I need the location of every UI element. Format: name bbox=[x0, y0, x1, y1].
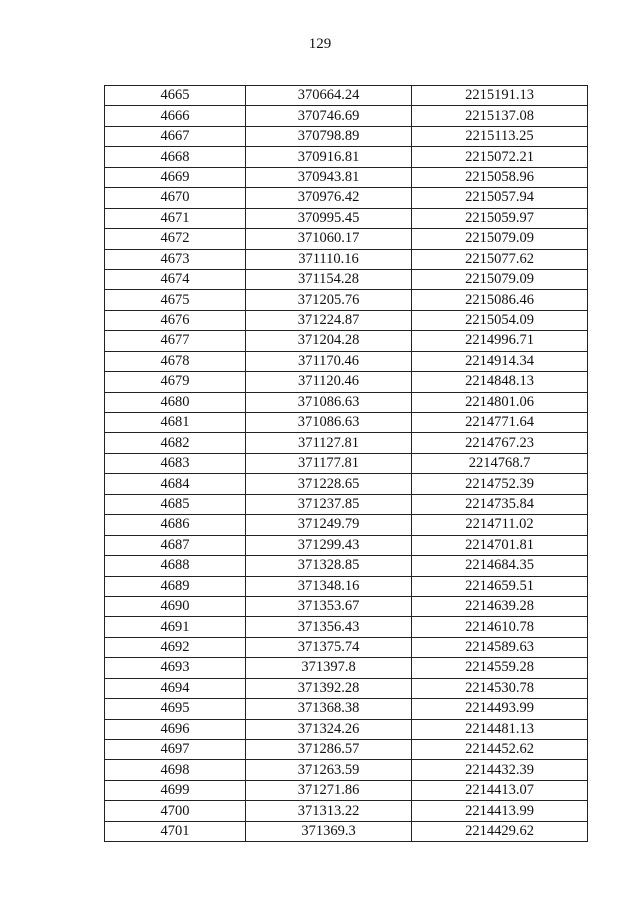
x-coordinate-cell: 371286.57 bbox=[246, 740, 412, 760]
table-row bbox=[105, 372, 588, 392]
table-row bbox=[105, 167, 588, 187]
y-coordinate-cell: 2214848.13 bbox=[412, 372, 588, 392]
table-row bbox=[105, 617, 588, 637]
table-row bbox=[105, 760, 588, 780]
point-number-cell: 4680 bbox=[105, 392, 246, 412]
table-row bbox=[105, 699, 588, 719]
x-coordinate-cell: 371313.22 bbox=[246, 801, 412, 821]
table-row bbox=[105, 433, 588, 453]
point-number-cell: 4672 bbox=[105, 229, 246, 249]
point-number-cell: 4676 bbox=[105, 310, 246, 330]
table-row bbox=[105, 821, 588, 841]
point-number-cell: 4687 bbox=[105, 535, 246, 555]
table-row bbox=[105, 801, 588, 821]
x-coordinate-cell: 371154.28 bbox=[246, 269, 412, 289]
table-row bbox=[105, 719, 588, 739]
y-coordinate-cell: 2214493.99 bbox=[412, 699, 588, 719]
x-coordinate-cell: 371249.79 bbox=[246, 515, 412, 535]
table-row bbox=[105, 413, 588, 433]
point-number-cell: 4665 bbox=[105, 86, 246, 106]
point-number-cell: 4679 bbox=[105, 372, 246, 392]
point-number-cell: 4683 bbox=[105, 453, 246, 473]
point-number-cell: 4691 bbox=[105, 617, 246, 637]
y-coordinate-cell: 2214771.64 bbox=[412, 413, 588, 433]
page-number: 129 bbox=[308, 36, 332, 52]
x-coordinate-cell: 371375.74 bbox=[246, 637, 412, 657]
x-coordinate-cell: 371060.17 bbox=[246, 229, 412, 249]
y-coordinate-cell: 2215057.94 bbox=[412, 188, 588, 208]
y-coordinate-cell: 2215072.21 bbox=[412, 147, 588, 167]
point-number-cell: 4678 bbox=[105, 351, 246, 371]
point-number-cell: 4677 bbox=[105, 331, 246, 351]
y-coordinate-cell: 2214735.84 bbox=[412, 494, 588, 514]
x-coordinate-cell: 371353.67 bbox=[246, 596, 412, 616]
table-row bbox=[105, 249, 588, 269]
y-coordinate-cell: 2214996.71 bbox=[412, 331, 588, 351]
x-coordinate-cell: 370798.89 bbox=[246, 126, 412, 146]
point-number-cell: 4693 bbox=[105, 658, 246, 678]
y-coordinate-cell: 2215086.46 bbox=[412, 290, 588, 310]
table-row bbox=[105, 229, 588, 249]
x-coordinate-cell: 370916.81 bbox=[246, 147, 412, 167]
point-number-cell: 4682 bbox=[105, 433, 246, 453]
table-row bbox=[105, 106, 588, 126]
table-row bbox=[105, 147, 588, 167]
coordinates-table bbox=[104, 85, 588, 842]
y-coordinate-cell: 2214413.99 bbox=[412, 801, 588, 821]
point-number-cell: 4674 bbox=[105, 269, 246, 289]
point-number-cell: 4695 bbox=[105, 699, 246, 719]
point-number-cell: 4686 bbox=[105, 515, 246, 535]
x-coordinate-cell: 371271.86 bbox=[246, 780, 412, 800]
point-number-cell: 4700 bbox=[105, 801, 246, 821]
point-number-cell: 4675 bbox=[105, 290, 246, 310]
point-number-cell: 4671 bbox=[105, 208, 246, 228]
x-coordinate-cell: 371369.3 bbox=[246, 821, 412, 841]
point-number-cell: 4668 bbox=[105, 147, 246, 167]
point-number-cell: 4667 bbox=[105, 126, 246, 146]
y-coordinate-cell: 2215054.09 bbox=[412, 310, 588, 330]
point-number-cell: 4681 bbox=[105, 413, 246, 433]
y-coordinate-cell: 2214659.51 bbox=[412, 576, 588, 596]
y-coordinate-cell: 2214711.02 bbox=[412, 515, 588, 535]
x-coordinate-cell: 371127.81 bbox=[246, 433, 412, 453]
x-coordinate-cell: 370943.81 bbox=[246, 167, 412, 187]
x-coordinate-cell: 371368.38 bbox=[246, 699, 412, 719]
y-coordinate-cell: 2214589.63 bbox=[412, 637, 588, 657]
table-row bbox=[105, 515, 588, 535]
x-coordinate-cell: 371228.65 bbox=[246, 474, 412, 494]
point-number-cell: 4692 bbox=[105, 637, 246, 657]
x-coordinate-cell: 371205.76 bbox=[246, 290, 412, 310]
point-number-cell: 4690 bbox=[105, 596, 246, 616]
table-row bbox=[105, 637, 588, 657]
y-coordinate-cell: 2214767.23 bbox=[412, 433, 588, 453]
y-coordinate-cell: 2214559.28 bbox=[412, 658, 588, 678]
table-row bbox=[105, 86, 588, 106]
table-row bbox=[105, 658, 588, 678]
coordinates-table-body bbox=[105, 86, 588, 842]
y-coordinate-cell: 2214701.81 bbox=[412, 535, 588, 555]
point-number-cell: 4673 bbox=[105, 249, 246, 269]
y-coordinate-cell: 2214413.07 bbox=[412, 780, 588, 800]
table-row bbox=[105, 392, 588, 412]
point-number-cell: 4699 bbox=[105, 780, 246, 800]
table-row bbox=[105, 310, 588, 330]
y-coordinate-cell: 2215079.09 bbox=[412, 269, 588, 289]
point-number-cell: 4697 bbox=[105, 740, 246, 760]
point-number-cell: 4694 bbox=[105, 678, 246, 698]
y-coordinate-cell: 2215191.13 bbox=[412, 86, 588, 106]
y-coordinate-cell: 2214768.7 bbox=[412, 453, 588, 473]
y-coordinate-cell: 2214801.06 bbox=[412, 392, 588, 412]
x-coordinate-cell: 371204.28 bbox=[246, 331, 412, 351]
table-row bbox=[105, 351, 588, 371]
point-number-cell: 4669 bbox=[105, 167, 246, 187]
y-coordinate-cell: 2214432.39 bbox=[412, 760, 588, 780]
y-coordinate-cell: 2214684.35 bbox=[412, 556, 588, 576]
x-coordinate-cell: 371356.43 bbox=[246, 617, 412, 637]
y-coordinate-cell: 2215059.97 bbox=[412, 208, 588, 228]
x-coordinate-cell: 370976.42 bbox=[246, 188, 412, 208]
x-coordinate-cell: 371086.63 bbox=[246, 413, 412, 433]
point-number-cell: 4684 bbox=[105, 474, 246, 494]
point-number-cell: 4701 bbox=[105, 821, 246, 841]
point-number-cell: 4685 bbox=[105, 494, 246, 514]
y-coordinate-cell: 2214610.78 bbox=[412, 617, 588, 637]
y-coordinate-cell: 2214914.34 bbox=[412, 351, 588, 371]
x-coordinate-cell: 371224.87 bbox=[246, 310, 412, 330]
y-coordinate-cell: 2215113.25 bbox=[412, 126, 588, 146]
point-number-cell: 4696 bbox=[105, 719, 246, 739]
x-coordinate-cell: 371170.46 bbox=[246, 351, 412, 371]
table-row bbox=[105, 780, 588, 800]
point-number-cell: 4689 bbox=[105, 576, 246, 596]
point-number-cell: 4688 bbox=[105, 556, 246, 576]
y-coordinate-cell: 2214429.62 bbox=[412, 821, 588, 841]
table-row bbox=[105, 269, 588, 289]
y-coordinate-cell: 2215077.62 bbox=[412, 249, 588, 269]
y-coordinate-cell: 2214481.13 bbox=[412, 719, 588, 739]
y-coordinate-cell: 2214452.62 bbox=[412, 740, 588, 760]
x-coordinate-cell: 371299.43 bbox=[246, 535, 412, 555]
y-coordinate-cell: 2214530.78 bbox=[412, 678, 588, 698]
y-coordinate-cell: 2214639.28 bbox=[412, 596, 588, 616]
table-row bbox=[105, 474, 588, 494]
table-row bbox=[105, 576, 588, 596]
table-row bbox=[105, 290, 588, 310]
table-row bbox=[105, 453, 588, 473]
x-coordinate-cell: 371086.63 bbox=[246, 392, 412, 412]
x-coordinate-cell: 371237.85 bbox=[246, 494, 412, 514]
x-coordinate-cell: 371177.81 bbox=[246, 453, 412, 473]
table-row bbox=[105, 331, 588, 351]
x-coordinate-cell: 371263.59 bbox=[246, 760, 412, 780]
y-coordinate-cell: 2214752.39 bbox=[412, 474, 588, 494]
point-number-cell: 4698 bbox=[105, 760, 246, 780]
x-coordinate-cell: 370664.24 bbox=[246, 86, 412, 106]
table-row bbox=[105, 740, 588, 760]
x-coordinate-cell: 371392.28 bbox=[246, 678, 412, 698]
table-row bbox=[105, 596, 588, 616]
table-row bbox=[105, 535, 588, 555]
point-number-cell: 4670 bbox=[105, 188, 246, 208]
x-coordinate-cell: 371348.16 bbox=[246, 576, 412, 596]
y-coordinate-cell: 2215137.08 bbox=[412, 106, 588, 126]
y-coordinate-cell: 2215058.96 bbox=[412, 167, 588, 187]
x-coordinate-cell: 370746.69 bbox=[246, 106, 412, 126]
x-coordinate-cell: 371120.46 bbox=[246, 372, 412, 392]
table-row bbox=[105, 494, 588, 514]
table-row bbox=[105, 208, 588, 228]
table-row bbox=[105, 678, 588, 698]
x-coordinate-cell: 371397.8 bbox=[246, 658, 412, 678]
x-coordinate-cell: 371324.26 bbox=[246, 719, 412, 739]
point-number-cell: 4666 bbox=[105, 106, 246, 126]
x-coordinate-cell: 370995.45 bbox=[246, 208, 412, 228]
x-coordinate-cell: 371110.16 bbox=[246, 249, 412, 269]
table-row bbox=[105, 188, 588, 208]
table-row bbox=[105, 126, 588, 146]
y-coordinate-cell: 2215079.09 bbox=[412, 229, 588, 249]
table-row bbox=[105, 556, 588, 576]
x-coordinate-cell: 371328.85 bbox=[246, 556, 412, 576]
